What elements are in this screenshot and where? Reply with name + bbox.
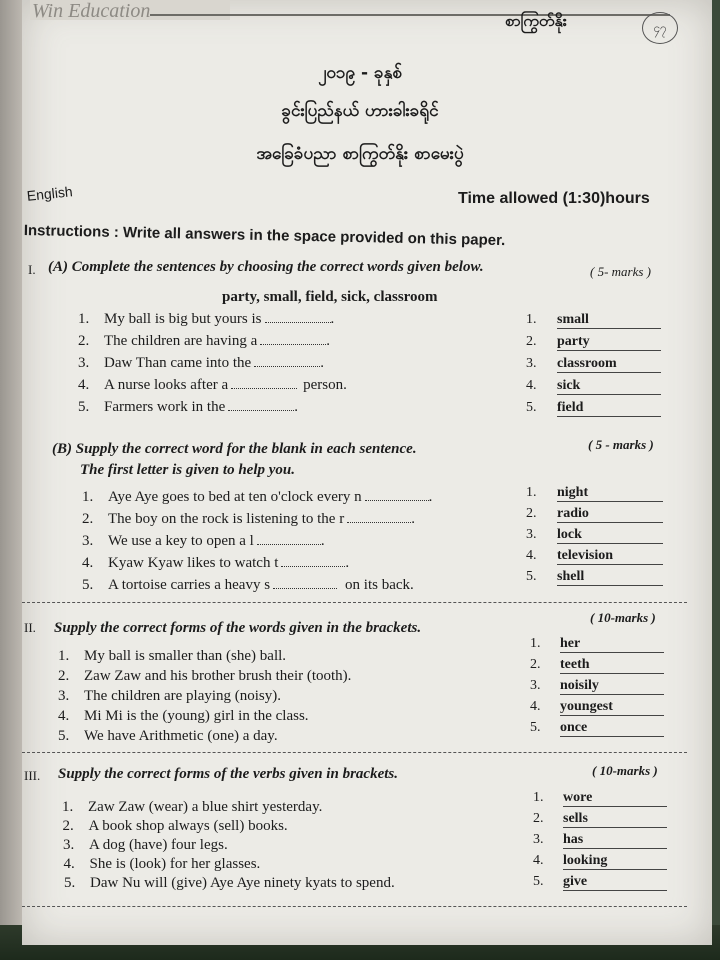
section-IB-heading: (B) Supply the correct word for the blank in each sentence.: [52, 441, 417, 457]
answer-number: 5.: [526, 569, 537, 584]
question-text: A tortoise carries a heavy s: [108, 577, 271, 593]
title-region: ခွင်းပြည်နယ် ဟားခါးခရိုင်: [281, 101, 439, 121]
answer-number: 2.: [526, 506, 537, 521]
section-name: စာကြွတ်နိုး: [505, 11, 567, 30]
question-end: .: [428, 489, 433, 505]
answer-text: youngest: [560, 699, 664, 716]
time-allowed: Time allowed (1:30)hours: [458, 190, 650, 207]
question-row: [78, 376, 347, 394]
question-text: A nurse looks after a: [104, 377, 229, 393]
question-end: .: [320, 533, 325, 549]
question-end: .: [294, 399, 298, 415]
question-number: 1.: [62, 799, 74, 815]
answer-number: 2.: [533, 811, 544, 826]
question-number: 5.: [58, 728, 70, 744]
question-row: [64, 875, 395, 892]
question-row: [82, 488, 432, 506]
answer-text: small: [557, 312, 661, 329]
answer-text: night: [557, 485, 663, 502]
question-number: 4.: [58, 708, 70, 724]
answer-blank: [228, 398, 294, 411]
instructions: Instructions : Write all answers in the space provided on this paper.: [23, 222, 506, 250]
question-text: Zaw Zaw (wear) a blue shirt yesterday.: [88, 799, 323, 815]
question-row: [82, 554, 349, 572]
question-end: .: [411, 511, 415, 527]
title-exam: အခြေခံပညာ စာကြွတ်နိုး စာမေးပွဲ: [256, 144, 464, 164]
question-row: [82, 532, 325, 550]
answer-text: give: [563, 874, 667, 891]
question-number: 4.: [78, 377, 90, 393]
answer-number: 1.: [530, 636, 541, 651]
answer-number: 1.: [526, 485, 537, 500]
answer-text: party: [557, 334, 661, 351]
question-end: .: [320, 355, 324, 371]
question-row: [64, 856, 261, 873]
section-IA-marks: ( 5- marks ): [590, 264, 652, 279]
question-row: [78, 354, 324, 372]
answer-blank: [365, 488, 429, 501]
question-text: The children are playing (noisy).: [84, 688, 282, 704]
question-number: 3.: [78, 355, 90, 371]
answer-number: 3.: [526, 356, 537, 371]
question-row: [58, 688, 281, 705]
answer-blank: [273, 576, 337, 589]
answer-text: her: [560, 636, 664, 653]
question-text: Daw Nu will (give) Aye Aye ninety kyats to spend.: [90, 875, 395, 891]
question-row: [63, 818, 288, 835]
answer-text: shell: [557, 569, 663, 586]
answer-blank: [260, 332, 326, 345]
divider: [22, 752, 687, 753]
question-row: [62, 799, 322, 816]
subject-label: English: [26, 183, 74, 204]
question-end: person.: [303, 377, 347, 393]
question-text: We use a key to open a l: [108, 533, 254, 549]
answer-text: radio: [557, 506, 663, 523]
answer-number: 1.: [526, 312, 537, 327]
answer-text: wore: [563, 790, 667, 807]
header-title: Win Education: [32, 0, 151, 22]
question-number: 3.: [63, 837, 75, 853]
question-text: The boy on the rock is listening to the r: [108, 511, 345, 527]
page-number: ၄၇: [642, 12, 678, 44]
section-IB-subheading: The first letter is given to help you.: [80, 462, 295, 478]
question-row: [58, 668, 351, 685]
answer-text: sells: [563, 811, 667, 828]
question-number: 5.: [64, 875, 76, 891]
title-year: ၂၀၁၉ - ခုနှစ်: [318, 63, 402, 83]
section-IB-marks: ( 5 - marks ): [588, 437, 654, 452]
answer-blank: [254, 354, 320, 367]
question-row: [82, 510, 415, 528]
question-number: 1.: [58, 648, 70, 664]
question-end: .: [330, 311, 335, 327]
question-row: [58, 648, 286, 665]
question-row: [58, 728, 278, 745]
question-number: 2.: [58, 668, 70, 684]
answer-number: 4.: [533, 853, 544, 868]
question-number: 2.: [82, 511, 94, 527]
question-number: 3.: [58, 688, 70, 704]
answer-text: sick: [557, 378, 661, 395]
question-number: 5.: [82, 577, 94, 593]
question-number: 2.: [62, 818, 74, 834]
answer-text: television: [557, 548, 663, 565]
question-number: 3.: [82, 533, 94, 549]
answer-number: 2.: [530, 657, 541, 672]
answer-text: noisily: [560, 678, 664, 695]
question-text: My ball is big but yours is: [104, 311, 262, 327]
answer-blank: [231, 376, 297, 389]
question-number: 1.: [82, 489, 94, 505]
answer-text: looking: [563, 853, 667, 870]
answer-number: 1.: [533, 790, 544, 805]
answer-number: 5.: [533, 874, 544, 889]
answer-text: once: [560, 720, 664, 737]
section-III-roman: III.: [24, 768, 41, 783]
question-number: 4.: [63, 856, 75, 872]
answer-blank: [257, 532, 321, 545]
section-III-heading: Supply the correct forms of the verbs given in brackets.: [58, 766, 398, 782]
section-II-roman: II.: [24, 620, 36, 635]
question-text: Daw Than came into the: [104, 355, 252, 371]
section-IA-heading: (A) Complete the sentences by choosing the correct words given below.: [48, 259, 484, 275]
answer-number: 3.: [526, 527, 537, 542]
question-row: [78, 310, 334, 328]
question-text: Mi Mi is the (young) girl in the class.: [84, 708, 309, 724]
section-I-roman: I.: [28, 262, 36, 277]
question-text: My ball is smaller than (she) ball.: [84, 648, 287, 664]
section-III-marks: ( 10-marks ): [592, 763, 658, 778]
question-text: Aye Aye goes to bed at ten o'clock every n: [108, 489, 362, 505]
question-text: She is (look) for her glasses.: [89, 856, 261, 872]
question-number: 4.: [82, 555, 94, 571]
question-row: [82, 576, 414, 594]
answer-blank: [281, 554, 345, 567]
answer-text: classroom: [557, 356, 661, 373]
question-number: 5.: [78, 399, 90, 415]
question-text: The children are having a: [104, 333, 258, 349]
question-end: .: [326, 333, 331, 349]
header-rule: [150, 14, 670, 16]
answer-text: has: [563, 832, 667, 849]
question-row: [63, 837, 228, 854]
question-row: [78, 332, 330, 350]
question-text: Zaw Zaw and his brother brush their (tooth).: [84, 668, 352, 684]
question-end: .: [345, 555, 350, 571]
answer-number: 3.: [533, 832, 544, 847]
answer-number: 4.: [526, 378, 537, 393]
answer-blank: [265, 310, 331, 323]
word-bank: party, small, field, sick, classroom: [222, 289, 438, 305]
answer-number: 4.: [530, 699, 541, 714]
answer-text: lock: [557, 527, 663, 544]
divider: [22, 906, 687, 907]
answer-text: field: [557, 400, 661, 417]
question-row: [58, 708, 309, 725]
section-II-heading: Supply the correct forms of the words given in the brackets.: [54, 620, 422, 636]
question-text: A book shop always (sell) books.: [88, 818, 288, 834]
answer-number: 2.: [526, 334, 537, 349]
question-row: [78, 398, 298, 416]
answer-text: teeth: [560, 657, 664, 674]
question-end: on its back.: [345, 577, 414, 593]
answer-number: 4.: [526, 548, 537, 563]
section-II-marks: ( 10-marks ): [590, 610, 656, 625]
answer-number: 5.: [526, 400, 537, 415]
question-number: 1.: [78, 311, 90, 327]
answer-number: 3.: [530, 678, 541, 693]
question-text: A dog (have) four legs.: [89, 837, 228, 853]
divider: [22, 602, 687, 603]
answer-blank: [347, 510, 411, 523]
question-text: We have Arithmetic (one) a day.: [84, 728, 278, 744]
answer-number: 5.: [530, 720, 541, 735]
question-text: Kyaw Kyaw likes to watch t: [108, 555, 279, 571]
question-text: Farmers work in the: [104, 399, 226, 415]
question-number: 2.: [78, 333, 90, 349]
